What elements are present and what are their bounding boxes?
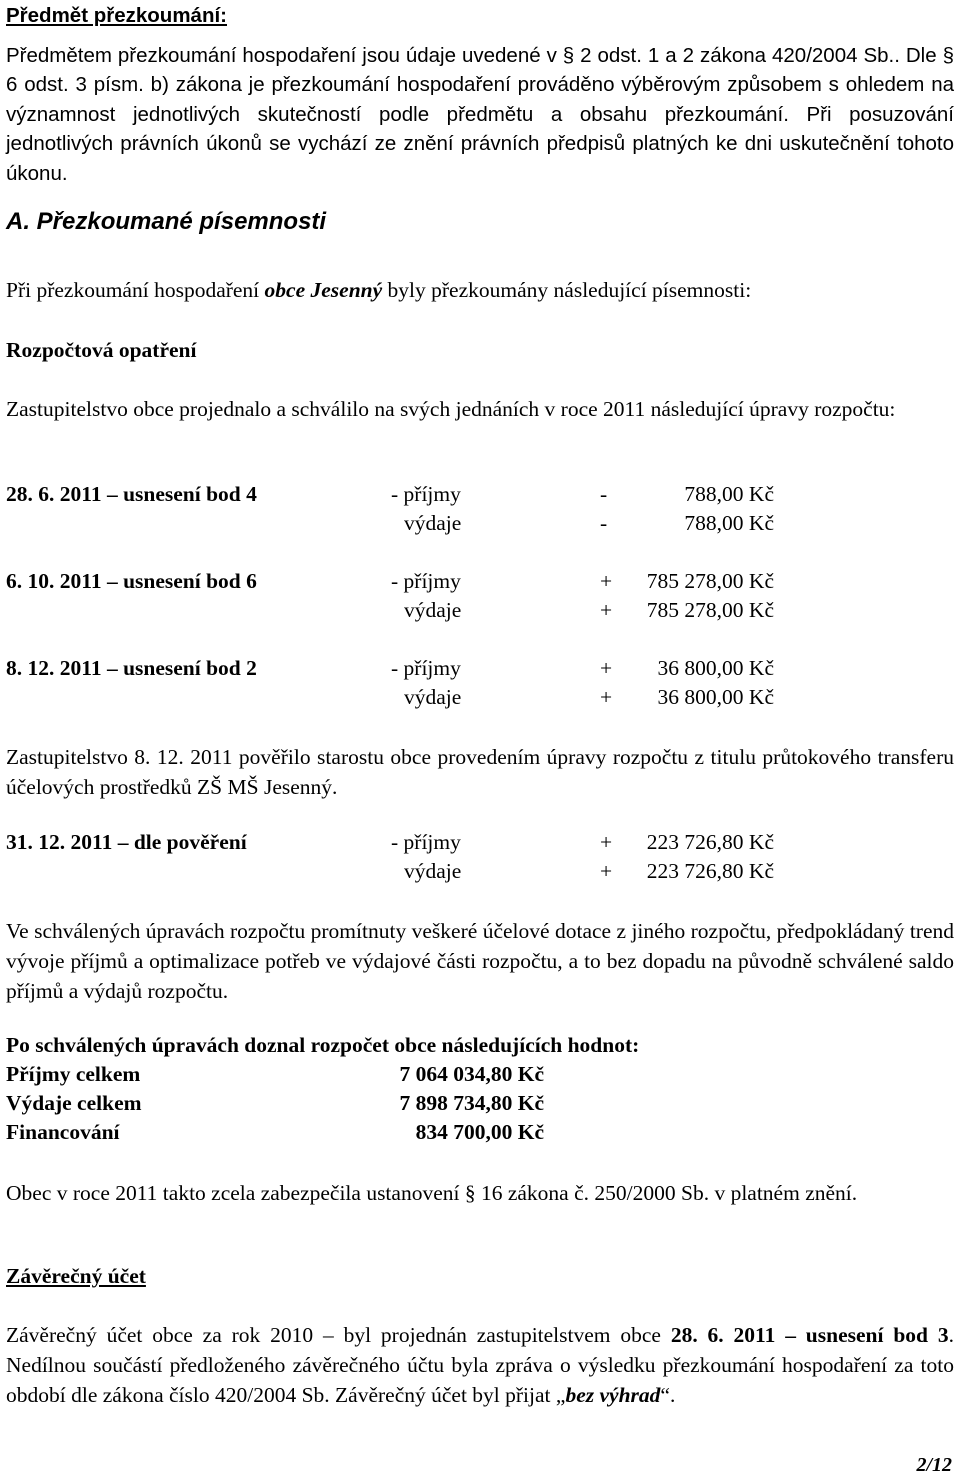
- financing-label: Financování: [6, 1120, 120, 1144]
- final-account-text: . Nedílnou součástí předloženého závěrečného účtu byla zpráva o výsledku přezkoumání hospodaření za toto období dle zákona číslo 420/2004 Sb. Závěrečný účet byl přijat „: [6, 1323, 954, 1407]
- section-a-title: A. Přezkoumané písemnosti: [6, 208, 327, 235]
- revenue-amount: 785 278,00 Kč: [646, 569, 774, 593]
- financing-value: 834 700,00 Kč: [415, 1120, 544, 1144]
- expenditure-label: výdaje: [404, 598, 462, 622]
- intro-municipality: obce Jesenný: [264, 278, 383, 302]
- subject-paragraph: Předmětem přezkoumání hospodaření jsou údaje uvedené v § 2 odst. 1 a 2 zákona 420/2004 Sb.. Dle § 6 odst. 3 písm. b) zákona je přezkoumání hospodaření prováděno výběrovým způsobem s ohledem na významnost jednotlivých skutečností podle předmětu a obsahu přezkoumání. Při posuzování jednotlivých právních úkonů se vychází ze znění právních předpisů platných ke dni uskutečnění tohoto úkonu.: [6, 44, 954, 185]
- resolution-entry: [0, 569, 960, 627]
- resolution-label: 8. 12. 2011 – usnesení bod 2: [6, 656, 257, 680]
- expenditure-label: výdaje: [404, 685, 462, 709]
- revenue-label: - příjmy: [391, 830, 461, 854]
- expenditure-amount: 788,00 Kč: [684, 511, 774, 535]
- resolution-entry: [0, 482, 960, 540]
- total-expenditure-value: 7 898 734,80 Kč: [399, 1091, 544, 1115]
- expenditure-label: výdaje: [404, 511, 462, 535]
- expenditure-sign: +: [600, 859, 613, 883]
- subject-heading: Předmět přezkoumání:: [6, 4, 227, 27]
- total-revenue-value: 7 064 034,80 Kč: [399, 1062, 544, 1086]
- final-account-heading: Závěrečný účet: [6, 1264, 146, 1288]
- revenue-sign: +: [600, 656, 613, 680]
- expenditure-amount: 36 800,00 Kč: [657, 685, 774, 709]
- revenue-amount: 36 800,00 Kč: [657, 656, 774, 680]
- totals-heading: Po schválených úpravách doznal rozpočet obce následujících hodnot:: [6, 1033, 640, 1057]
- revenue-amount: 788,00 Kč: [684, 482, 774, 506]
- revenue-label: - příjmy: [391, 656, 461, 680]
- expenditure-sign: +: [600, 598, 613, 622]
- final-account-resolution: 28. 6. 2011 – usnesení bod 3: [670, 1323, 949, 1347]
- expenditure-sign: +: [600, 685, 613, 709]
- final-account-verdict: bez výhrad: [565, 1383, 661, 1407]
- revenue-label: - příjmy: [391, 482, 461, 506]
- approved-changes-paragraph: Ve schválených úpravách rozpočtu promítnuty veškeré účelové dotace z jiného rozpočtu, předpokládaný trend vývoje příjmů a optimalizace potřeb ve výdajové části rozpočtu, a to bez dopadu na původně schválené saldo příjmů a výdajů rozpočtu.: [6, 919, 954, 1003]
- expenditure-sign: -: [600, 511, 608, 535]
- final-account-paragraph: [6, 1320, 954, 1410]
- resolution-label: 28. 6. 2011 – usnesení bod 4: [6, 482, 257, 506]
- total-expenditure-label: Výdaje celkem: [6, 1091, 142, 1115]
- expenditure-amount: 223 726,80 Kč: [646, 859, 774, 883]
- revenue-sign: +: [600, 830, 613, 854]
- expenditure-amount: 785 278,00 Kč: [646, 598, 774, 622]
- revenue-label: - příjmy: [391, 569, 461, 593]
- mandate-paragraph: Zastupitelstvo 8. 12. 2011 pověřilo starostu obce provedením úpravy rozpočtu z titulu průtokového transferu účelových prostředků ZŠ MŠ Jesenný.: [6, 745, 954, 799]
- intro-sentence: [6, 278, 751, 303]
- expenditure-label: výdaje: [404, 859, 462, 883]
- budget-measures-heading: Rozpočtová opatření: [6, 338, 197, 362]
- total-revenue-label: Příjmy celkem: [6, 1062, 141, 1086]
- compliance-paragraph: Obec v roce 2011 takto zcela zabezpečila ustanovení § 16 zákona č. 250/2000 Sb. v platném znění.: [6, 1181, 858, 1205]
- council-paragraph: Zastupitelstvo obce projednalo a schválilo na svých jednáních v roce 2011 následující úpravy rozpočtu:: [6, 397, 896, 421]
- mandate-label: 31. 12. 2011 – dle pověření: [6, 830, 247, 854]
- revenue-sign: +: [600, 569, 613, 593]
- mandate-entry: [0, 830, 960, 888]
- page-number: 2/12: [916, 1454, 952, 1476]
- revenue-sign: -: [600, 482, 608, 506]
- intro-after: byly přezkoumány následující písemnosti:: [382, 278, 752, 302]
- final-account-text: Závěrečný účet obce za rok 2010 – byl projednán zastupitelstvem obce: [6, 1323, 671, 1347]
- intro-before: Při přezkoumání hospodaření: [6, 278, 265, 302]
- revenue-amount: 223 726,80 Kč: [646, 830, 774, 854]
- resolution-entry: [0, 656, 960, 714]
- budget-totals: [0, 1062, 960, 1152]
- resolution-label: 6. 10. 2011 – usnesení bod 6: [6, 569, 257, 593]
- final-account-text: “.: [660, 1383, 676, 1407]
